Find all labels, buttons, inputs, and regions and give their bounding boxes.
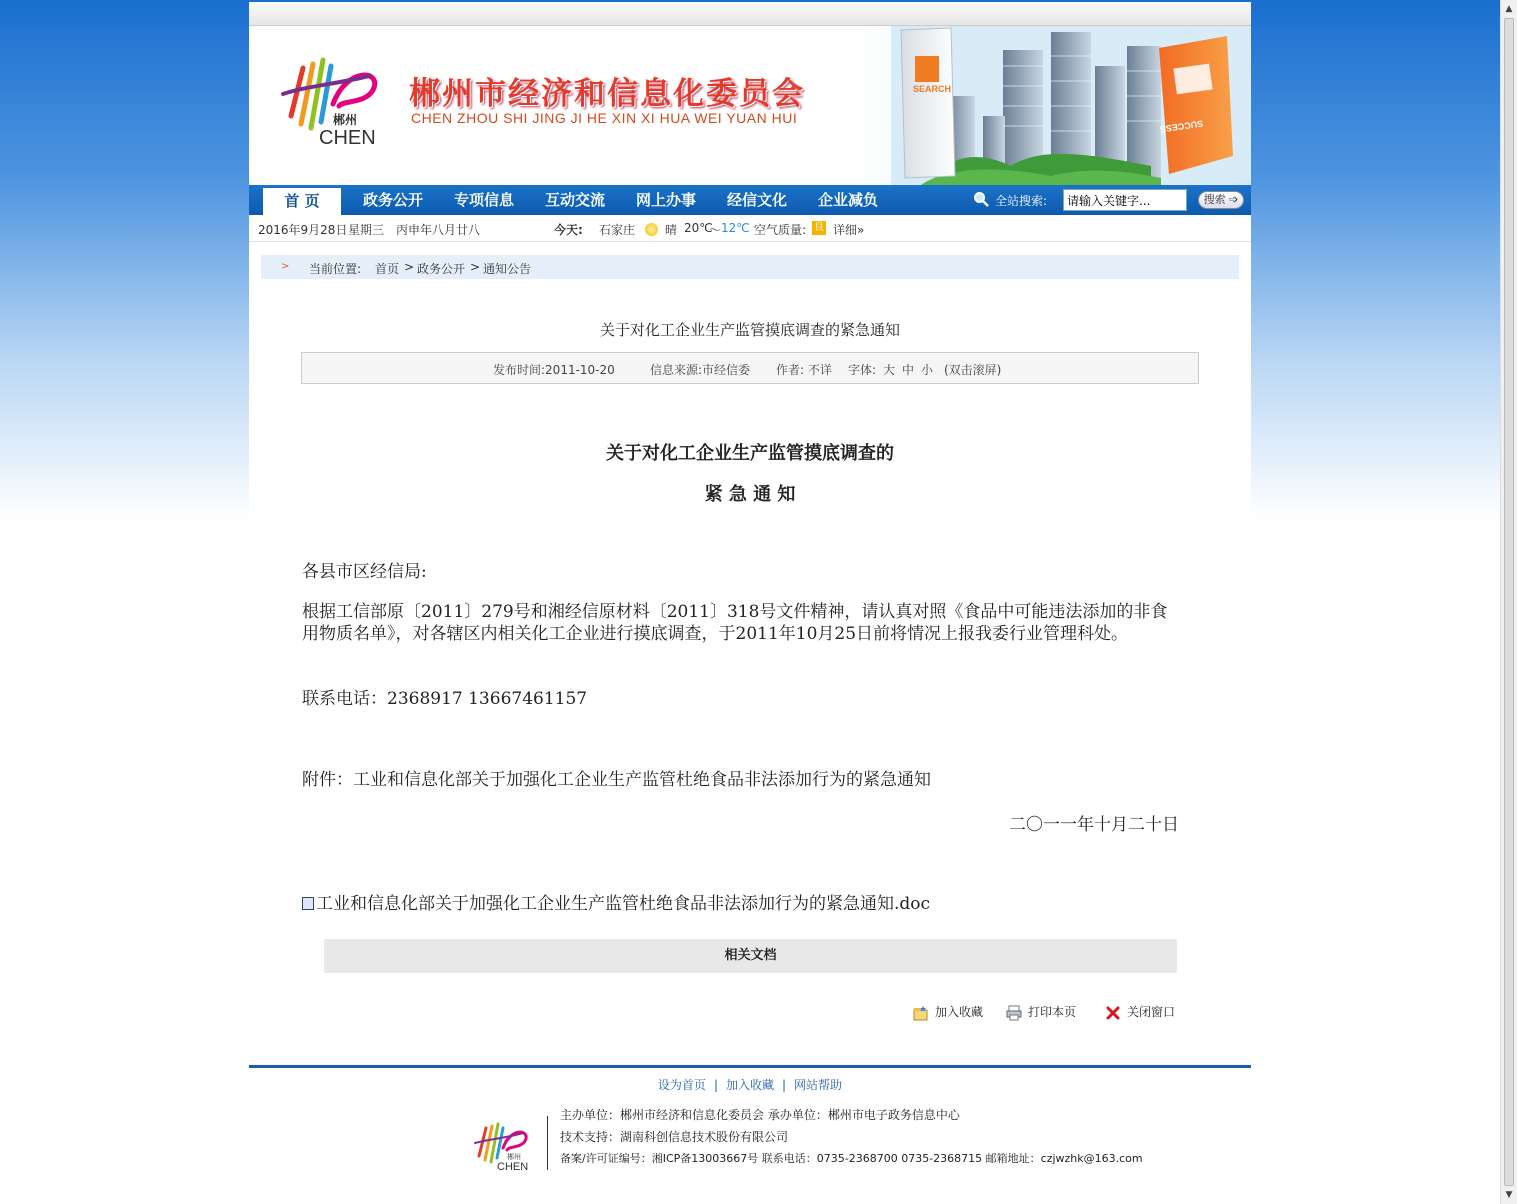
nav-special-info[interactable]: 专项信息 bbox=[453, 191, 514, 209]
footer-logo-en: CHEN bbox=[497, 1161, 529, 1172]
font-size-label: 字体: bbox=[848, 363, 877, 377]
weather-detail-link[interactable]: 详细» bbox=[833, 223, 865, 237]
font-large-link[interactable]: 大 bbox=[883, 363, 896, 377]
nav-online-service[interactable]: 网上办事 bbox=[635, 191, 696, 209]
breadcrumb-label: 当前位置: bbox=[309, 262, 362, 276]
nav-burden-relief[interactable]: 企业减负 bbox=[817, 191, 878, 209]
scroll-down-arrow-icon[interactable]: ▼ bbox=[1505, 1190, 1513, 1200]
add-favorite-label: 加入收藏 bbox=[935, 1005, 984, 1019]
breadcrumb bbox=[261, 255, 1239, 279]
logo-cn-text: 郴州 bbox=[333, 113, 358, 127]
breadcrumb-sep-icon: > bbox=[404, 260, 415, 274]
top-strip bbox=[249, 2, 1251, 26]
breadcrumb-gov-affairs[interactable]: 政务公开 bbox=[417, 262, 466, 276]
contact-phone: 联系电话：2368917 13667461157 bbox=[302, 689, 588, 709]
footer-logo-cn: 郴州 bbox=[507, 1153, 521, 1161]
magnifier-icon bbox=[973, 191, 989, 207]
footer-sponsor-line: 主办单位：郴州市经济和信息化委员会 承办单位：郴州市电子政务信息中心 bbox=[560, 1108, 960, 1122]
breadcrumb-home[interactable]: 首页 bbox=[375, 262, 400, 276]
footer-add-favorite-link[interactable]: 加入收藏 bbox=[725, 1078, 774, 1092]
close-window-label: 关闭窗口 bbox=[1127, 1005, 1176, 1019]
document-heading-line2: 紧 急 通 知 bbox=[704, 484, 796, 505]
temp-high: 20℃ bbox=[684, 221, 713, 235]
nav-home[interactable]: 首 页 bbox=[263, 185, 341, 215]
printer-icon bbox=[1006, 1005, 1022, 1021]
banner-cityscape-image bbox=[891, 26, 1251, 185]
print-page-button[interactable] bbox=[1006, 1003, 1076, 1021]
scroll-thumb[interactable] bbox=[1504, 18, 1514, 1186]
breadcrumb-notices[interactable]: 通知公告 bbox=[483, 262, 532, 276]
weekday: 星期三 bbox=[348, 223, 385, 237]
footer-vertical-divider bbox=[547, 1116, 548, 1170]
folder-star-icon bbox=[913, 1005, 929, 1021]
logo-en-text: CHEN bbox=[319, 127, 376, 146]
footer-divider bbox=[249, 1065, 1251, 1068]
today-label: 今天: bbox=[554, 223, 583, 237]
temp-low: 12℃ bbox=[721, 221, 750, 235]
search-button[interactable]: 搜索 ➩ bbox=[1198, 191, 1244, 209]
close-x-icon bbox=[1105, 1005, 1121, 1021]
banner-success-label: SUCCESS bbox=[1159, 118, 1204, 135]
print-page-label: 打印本页 bbox=[1028, 1005, 1077, 1019]
nav-interaction[interactable]: 互动交流 bbox=[544, 191, 605, 209]
breadcrumb-arrow-icon: > bbox=[281, 261, 290, 272]
banner-search-label: SEARCH bbox=[913, 84, 952, 94]
weather-text: 晴 bbox=[665, 223, 678, 237]
font-medium-link[interactable]: 中 bbox=[902, 363, 915, 377]
search-input[interactable] bbox=[1063, 189, 1187, 211]
nav-gov-affairs[interactable]: 政务公开 bbox=[362, 191, 423, 209]
footer-link-separator: | bbox=[713, 1078, 718, 1092]
body-paragraph: 根据工信部原〔2011〕279号和湘经信原材料〔2011〕318号文件精神，请认真对照《食品中可能违法添加的非食用物质名单》，对各辖区内相关化工企业进行摸底调查，于2011年10月25日前将情况上报我委行业管理科处。 bbox=[302, 602, 1168, 644]
footer-logo bbox=[473, 1116, 535, 1172]
air-quality-badge: 良 bbox=[814, 222, 824, 233]
attachment-file-name: 工业和信息化部关于加强化工企业生产监管杜绝食品非法添加行为的紧急通知.doc bbox=[316, 894, 931, 914]
footer-links bbox=[249, 1076, 1251, 1093]
author: 作者: 不详 bbox=[776, 363, 832, 377]
page-container bbox=[249, 2, 1251, 1202]
nav-culture[interactable]: 经信文化 bbox=[726, 191, 787, 209]
salutation: 各县市区经信局: bbox=[302, 562, 427, 582]
attachment-file-link[interactable] bbox=[302, 893, 1182, 915]
font-small-link[interactable]: 小 bbox=[921, 363, 934, 377]
site-logo[interactable] bbox=[277, 46, 397, 146]
site-subtitle: CHEN ZHOU SHI JING JI HE XIN XI HUA WEI YUAN HUI bbox=[411, 110, 798, 126]
footer-tech-support-line: 技术支持：湖南科创信息技术股份有限公司 bbox=[560, 1130, 789, 1144]
add-favorite-button[interactable] bbox=[913, 1003, 983, 1021]
info-source: 信息来源:市经信委 bbox=[650, 363, 751, 377]
search-label: 全站搜索: bbox=[995, 194, 1048, 208]
main-nav bbox=[249, 185, 1251, 215]
dblclick-scroll-hint: (双击滚屏) bbox=[944, 363, 1002, 377]
set-homepage-link[interactable]: 设为首页 bbox=[657, 1078, 706, 1092]
sunny-weather-icon bbox=[645, 223, 658, 236]
attachment-text: 附件：工业和信息化部关于加强化工企业生产监管杜绝食品非法添加行为的紧急通知 bbox=[302, 770, 931, 790]
article-meta bbox=[301, 352, 1199, 384]
publish-time: 发布时间:2011-10-20 bbox=[493, 363, 615, 377]
breadcrumb-sep-icon: > bbox=[470, 260, 481, 274]
footer-icp-line: 备案/许可证编号：湘ICP备13003667号 联系电话：0735-2368700 0735-2368715 邮箱地址：czjwzhk@163.com bbox=[560, 1152, 1143, 1165]
related-documents-header: 相关文档 bbox=[324, 939, 1177, 973]
air-quality-label: 空气质量: bbox=[754, 223, 807, 237]
site-banner bbox=[249, 26, 1251, 185]
site-help-link[interactable]: 网站帮助 bbox=[794, 1078, 843, 1092]
weather-city: 石家庄 bbox=[599, 223, 636, 237]
browser-scrollbar[interactable] bbox=[1500, 0, 1517, 1204]
document-date: 二〇一一年十月二十日 bbox=[1009, 815, 1179, 835]
lunar-date: 丙申年八月廿八 bbox=[396, 223, 481, 237]
footer-link-separator: | bbox=[782, 1078, 787, 1092]
current-date: 2016年9月28日 bbox=[258, 223, 348, 237]
article-title: 关于对化工企业生产监管摸底调查的紧急通知 bbox=[599, 321, 900, 339]
date-weather-bar bbox=[249, 215, 1251, 242]
temp-separator: ～ bbox=[709, 223, 722, 237]
doc-file-icon bbox=[302, 897, 314, 910]
site-title: 郴州市经济和信息化委员会 bbox=[409, 76, 805, 112]
scroll-up-arrow-icon[interactable]: ▲ bbox=[1505, 4, 1513, 14]
close-window-button[interactable] bbox=[1105, 1003, 1175, 1021]
document-heading-line1: 关于对化工企业生产监管摸底调查的 bbox=[606, 443, 894, 464]
search-button-label: 搜索 bbox=[1203, 193, 1226, 206]
